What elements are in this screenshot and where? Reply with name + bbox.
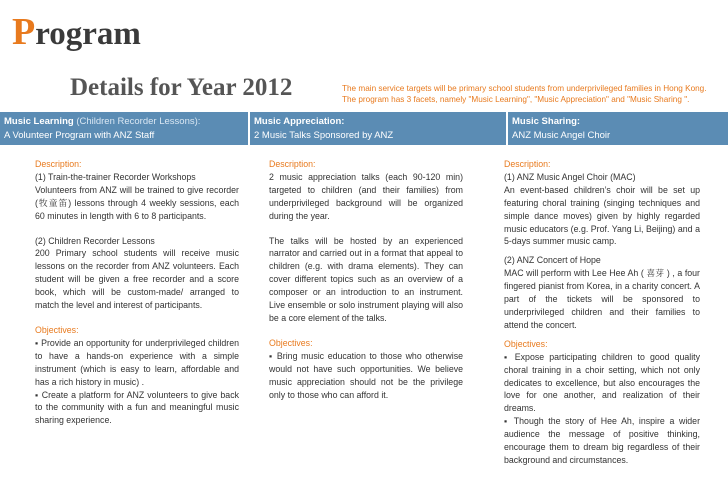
objective-item: ▪ Bring music education to those who otherwise would not have such opportunities. We believe music appreciation should not be the privilege only to those who can afford it. (269, 350, 463, 400)
header-title: Music Appreciation: (254, 116, 345, 127)
description-label: Description: (504, 159, 551, 169)
objectives-label: Objectives: (504, 338, 548, 349)
paragraph: Volunteers from ANZ will be trained to give recorder (牧童笛) lessons through 4 weekly sessions, each 60 minutes in length with 6 to 8 participants. (35, 184, 239, 221)
page-subtitle: Details for Year 2012 (70, 74, 293, 101)
paragraph: 200 Primary school students will receive music lessons on the recorder from ANZ volunteers. Each student will be given a free recorder and a score book, which will be custom-made/ arranged to match the level and interest of participants. (35, 248, 239, 311)
paragraph: (1) ANZ Music Angel Choir (MAC) (504, 171, 636, 182)
header-subtitle: 2 Music Talks Sponsored by ANZ (254, 130, 394, 141)
paragraph: (2) ANZ Concert of Hope (504, 255, 601, 266)
header-title-suffix: (Children Recorder Lessons): (73, 116, 201, 127)
header-subtitle: A Volunteer Program with ANZ Staff (4, 130, 155, 141)
objective-item: ▪ Create a platform for ANZ volunteers to give back to the community with a fun and meaningful music sharing experience. (35, 389, 239, 426)
header-music-sharing (508, 112, 728, 145)
objectives-label: Objectives: (35, 324, 79, 335)
description-label: Description: (269, 159, 316, 169)
intro-text: The main service targets will be primary school students from underprivileged families in Hong Kong. The program has 3 facets, namely "Music Learning", "Music Appreciation" and "Music Sharing ". (342, 84, 707, 104)
header-music-learning (0, 112, 248, 145)
column-headers (0, 112, 728, 145)
paragraph: An event-based children’s choir will be set up featuring choral training (singing techniques and simple dance moves) given by highly regarded music educators (e.g. Prof. Yang Li, Beijing) and a 5-days summer music camp. (504, 184, 700, 247)
header-title: Music Learning (4, 116, 74, 127)
column-music-appreciation (269, 158, 463, 401)
title-rest: rogram (35, 16, 141, 52)
header-music-appreciation (250, 112, 506, 145)
paragraph: (2) Children Recorder Lessons (35, 235, 155, 246)
description-label: Description: (35, 159, 82, 169)
column-music-sharing (504, 158, 700, 467)
header-subtitle: ANZ Music Angel Choir (512, 130, 611, 141)
objective-item: ▪ Provide an opportunity for underprivileged children to have a hands-on experience with a simple instrument (which is easy to learn, affordable and has a rich history in music) . (35, 337, 239, 387)
objective-item: ▪ Expose participating children to good quality choral training in a choir setting, which not only dedicates to excellence, but also encourages the love for one another, and realization of their dreams. (504, 351, 700, 414)
column-music-learning (35, 158, 239, 427)
objective-item: ▪ Though the story of Hee Ah, inspire a wider audience the message of positive thinking, encourage them to dream big regardless of their background and circumstances. (504, 416, 700, 465)
paragraph: MAC will perform with Lee Hee Ah ( 喜芽 ) , a four fingered pianist from Korea, in a charity concert. A part of the tickets will be sponsored to underprivileged children and their families to attend the concert. (504, 268, 700, 330)
paragraph: (1) Train-the-trainer Recorder Workshops (35, 171, 196, 182)
paragraph: 2 music appreciation talks (each 90-120 min) targeted to children (and their families) from underprivileged background will be organized during the year. (269, 171, 463, 221)
title-first-letter: P (12, 11, 36, 53)
header-title: Music Sharing: (512, 116, 581, 127)
objectives-label: Objectives: (269, 337, 313, 348)
paragraph: The talks will be hosted by an experienced narrator and carried out in a format that appeal to children (e.g. with drama elements). They can cover different topics such as an overview of a composer or an introduction to an instrument. Live ensemble or solo instrument playing will also be a core element of the talks. (269, 235, 463, 323)
page-title (12, 11, 141, 53)
